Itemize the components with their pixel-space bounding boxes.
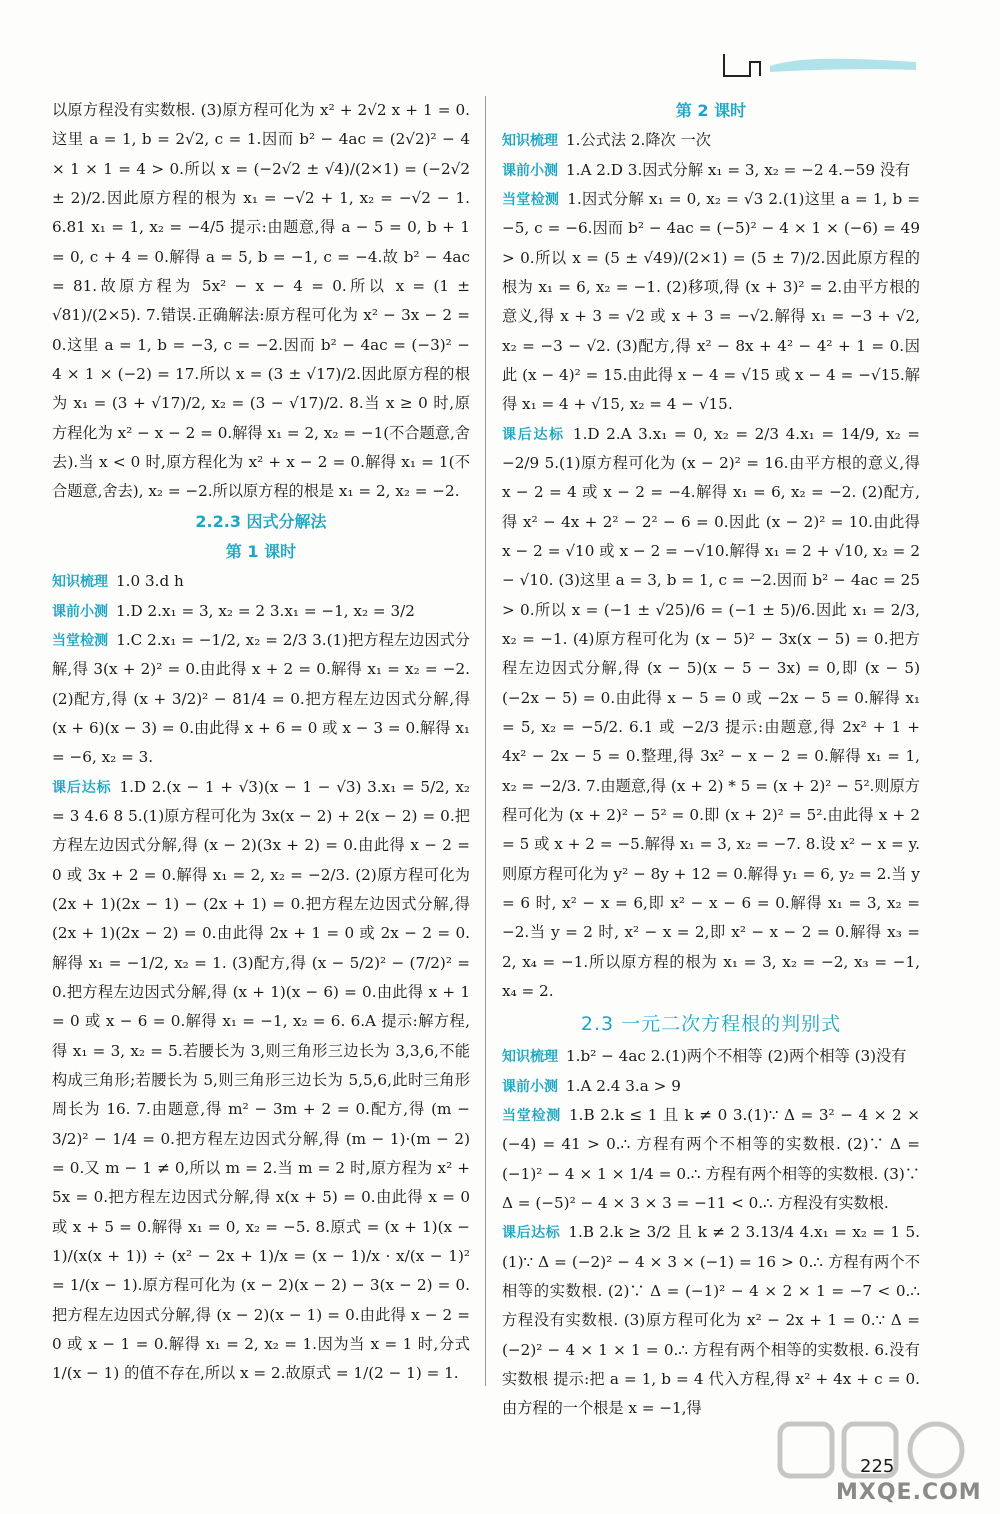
right-after-class-text: 1.D 2.A 3.x₁ = 0, x₂ = 2/3 4.x₁ = 14/9, x₂ = −2/9 5.(1)原方程可化为 (x − 2)² = 16.由平方根的意义,得 x − 2 = 4 或 x − 2 = −4.解得 x₁ = 6, x₂ = −2. (2)配方,得 x² − 4x + 2² − 2² − 6 = 0.因此 (x − 2)² = 10.由此得 x − 2 = √10 或 x − 2 = −√10.解得 x₁ = 2 + √10, x₂ = 2 − √10. (3)这里 a = 3, b = 1, c = −2.因而 b² − 4ac = 25 > 0.所以 x = (−1 ± √25)/6 = (−1 ± 5)/6.因此 x₁ = 2/3, x₂ = −1. (4)原方程可化为 (x − 5)² − 3x(x − 5) = 0.把方程左边因式分解,得 (x − 5)(x − 5 − 3x) = 0,即 (x − 5)(−2x − 5) = 0.由此得 x − 5 = 0 或 −2x − 5 = 0.解得 x₁ = 5, x₂ = −5/2. 6.1 或 −2/3 提示:由题意,得 2x² + 1 + 4x² − 2x − 5 = 0.整理,得 3x² − x − 2 = 0.解得 x₁ = 1, x₂ = −2/3. 7.由题意,得 (x + 2) * 5 = (x + 2)² − 5².则原方程可化为 (x + 2)² − 5² = 0.即 (x + 2)² = 5².由此得 x + 2 = 5 或 x + 2 = −5.解得 x₁ = 3, x₂ = −7. 8.设 x² − x = y.则原方程可化为 y² − 8y + 12 = 0.解得 y₁ = 6, y₂ = 2.当 y = 6 时, x² − x = 6,即 x² − x − 6 = 0.解得 x₁ = 3, x₂ = −2.当 y = 2 时, x² − x = 2,即 x² − x − 2 = 0.解得 x₃ = 2, x₄ = −1.所以原方程的根为 x₁ = 3, x₂ = −2, x₃ = −1, x₄ = 2.: [502, 424, 921, 1000]
tag-knowledge: 知识梳理: [502, 1049, 558, 1066]
right-classcheck-section-2: [502, 1101, 920, 1218]
left-after-class-text: 1.D 2.(x − 1 + √3)(x − 1 − √3) 3.x₁ = 5/2, x₂ = 3 4.6 8 5.(1)原方程可化为 3x(x − 2) + 2(x − 2) = 0.把方程左边因式分解,得 (x − 2)(3x + 2) = 0.由此得 x − 2 = 0 或 3x + 2 = 0.解得 x₁ = 2, x₂ = −2/3. (2)原方程可化为 (2x + 1)(2x − 1) − (2x + 1) = 0.把方程左边因式分解,得 (2x + 1)(2x − 2) = 0.由此得 2x + 1 = 0 或 2x − 2 = 0.解得 x₁ = −1/2, x₂ = 1. (3)配方,得 (x − 5/2)² − (7/2)² = 0.把方程左边因式分解,得 (x + 1)(x − 6) = 0.由此得 x + 1 = 0 或 x − 6 = 0.解得 x₁ = −1, x₂ = 6. 6.A 提示:解方程,得 x₁ = 3, x₂ = 5.若腰长为 3,则三角形三边长为 3,3,6,不能构成三角形;若腰长为 5,则三角形三边长为 5,5,6,此时三角形周长为 16. 7.由题意,得 m² − 3m + 2 = 0.配方,得 (m − 3/2)² − 1/4 = 0.把方程左边因式分解,得 (m − 1)·(m − 2) = 0.又 m − 1 ≠ 0,所以 m = 2.当 m = 2 时,原方程为 x² + 5x = 0.把方程左边因式分解,得 x(x + 5) = 0.由此得 x = 0 或 x + 5 = 0.解得 x₁ = 0, x₂ = −5. 8.原式 = (x + 1)(x − 1)/(x(x + 1)) ÷ (x² − 2x + 1)/x = (x − 1)/x · x/(x − 1)² = 1/(x − 1).原方程可化为 (x − 2)(x − 2) − 3(x − 2) = 0.把方程左边因式分解,得 (x − 2)(x − 1) = 0.由此得 x − 2 = 0 或 x − 1 = 0.解得 x₁ = 2, x₂ = 1.因为当 x = 1 时,分式 1/(x − 1) 的值不存在,所以 x = 2.故原式 = 1/(2 − 1) = 1.: [52, 777, 471, 1383]
left-column: [52, 96, 470, 1389]
right-classcheck-section: [502, 185, 920, 420]
section-heading-2-2-3: 2.2.3 因式分解法: [195, 511, 327, 531]
left-classcheck-section: [52, 626, 470, 773]
tag-after-class: 课后达标: [52, 779, 112, 796]
section-heading-2-3: 2.3 一元二次方程根的判别式: [580, 1013, 842, 1036]
right-after-class-section-2: [502, 1218, 920, 1423]
tag-classcheck: 当堂检测: [502, 192, 560, 209]
right-after-class-section: [502, 420, 920, 1007]
tag-knowledge: 知识梳理: [52, 574, 108, 591]
tag-after-class: 课后达标: [502, 1225, 561, 1242]
tag-pretest: 课前小测: [502, 1078, 558, 1095]
left-after-class-section: [52, 773, 470, 1389]
page-number: 225: [860, 1456, 895, 1477]
right-pretest-text-2: 1.A 2.4 3.a > 9: [566, 1076, 681, 1095]
tag-classcheck: 当堂检测: [502, 1107, 561, 1124]
right-column: [502, 96, 920, 1424]
tag-pretest: 课前小测: [502, 162, 558, 179]
tag-knowledge: 知识梳理: [502, 133, 558, 150]
right-knowledge-text-2: 1.b² − 4ac 2.(1)两个不相等 (2)两个相等 (3)没有: [566, 1047, 907, 1066]
tag-classcheck: 当堂检测: [52, 633, 109, 650]
right-classcheck-text-2: 1.B 2.k ≤ 1 且 k ≠ 0 3.(1)∵ Δ = 3² − 4 × 2 × (−4) = 41 > 0.∴ 方程有两个不相等的实数根. (2)∵ Δ = (−1)² − 4 × 1 × 1/4 = 0.∴ 方程有两个相等的实数根. (3)∵ Δ = (−5)² − 4 × 3 × 3 = −11 < 0.∴ 方程没有实数根.: [502, 1105, 921, 1212]
right-knowledge-text: 1.公式法 2.降次 一次: [566, 131, 711, 150]
right-knowledge-section-2: [502, 1042, 920, 1071]
tag-after-class: 课后达标: [502, 426, 565, 443]
left-classcheck-text: 1.C 2.x₁ = −1/2, x₂ = 2/3 3.(1)把方程左边因式分解,得 3(x + 2)² = 0.由此得 x + 2 = 0.解得 x₁ = x₂ = −2. (2)配方,得 (x + 3/2)² − 81/4 = 0.把方程左边因式分解,得 (x + 6)(x − 3) = 0.由此得 x + 6 = 0 或 x − 3 = 0.解得 x₁ = −6, x₂ = 3.: [52, 631, 470, 767]
right-classcheck-text: 1.因式分解 x₁ = 0, x₂ = √3 2.(1)这里 a = 1, b = −5, c = −6.因而 b² − 4ac = (−5)² − 4 × 1 × (−6) = 49 > 0.所以 x = (5 ± √49)/(2×1) = (5 ± 7)/2.因此原方程的根为 x₁ = 6, x₂ = −1. (2)移项,得 (x + 3)² = 2.由平方根的意义,得 x + 3 = √2 或 x + 3 = −√2.解得 x₁ = −3 + √2, x₂ = −3 − √2. (3)配方,得 x² − 8x + 4² − 4² + 1 = 0.因此 (x − 4)² = 15.由此得 x − 4 = √15 或 x − 4 = −√15.解得 x₁ = 4 + √15, x₂ = 4 − √15.: [502, 190, 921, 414]
left-knowledge-section: [52, 567, 470, 596]
left-knowledge-text: 1.0 3.d h: [116, 572, 184, 591]
right-after-class-text-2: 1.B 2.k ≥ 3/2 且 k ≠ 2 3.13/4 4.x₁ = x₂ = 1 5.(1)∵ Δ = (−2)² − 4 × 3 × (−1) = 16 > 0.∴ 方程有两个不相等的实数根. (2)∵ Δ = (−1)² − 4 × 2 × 1 = −7 < 0.∴ 方程没有实数根. (3)原方程可化为 x² − 2x + 1 = 0.∵ Δ = (−2)² − 4 × 1 × 1 = 0.∴ 方程有两个相等的实数根. 6.没有实数根 提示:把 a = 1, b = 4 代入方程,得 x² + 4x + c = 0.由方程的一个根是 x = −1,得: [502, 1223, 920, 1418]
watermark-text: MXQE.COM: [836, 1480, 982, 1505]
column-divider: [485, 96, 486, 1386]
header-brush-decoration-icon: [720, 48, 920, 84]
left-pretest-section: [52, 597, 470, 626]
right-knowledge-section: [502, 126, 920, 155]
right-pretest-section-2: [502, 1072, 920, 1101]
lesson-heading-1: 第 1 课时: [225, 541, 297, 561]
tag-pretest: 课前小测: [52, 603, 108, 620]
right-pretest-section: [502, 156, 920, 185]
lesson-heading-2: 第 2 课时: [675, 101, 747, 120]
left-paragraph-continued: 以原方程没有实数根. (3)原方程可化为 x² + 2√2 x + 1 = 0.这里 a = 1, b = 2√2, c = 1.因而 b² − 4ac = (2√2)² − 4 × 1 × 1 = 4 > 0.所以 x = (−2√2 ± √4)/(2×1) = (−2√2 ± 2)/2.因此原方程的根为 x₁ = −√2 + 1, x₂ = −√2 − 1. 6.81 x₁ = 1, x₂ = −4/5 提示:由题意,得 a − 5 = 0, b + 1 = 0, c + 4 = 0.解得 a = 5, b = −1, c = −4.故 b² − 4ac = 81.故原方程为 5x² − x − 4 = 0.所以 x = (1 ± √81)/(2×5). 7.错误.正确解法:原方程可化为 x² − 3x − 2 = 0.这里 a = 1, b = −3, c = −2.因而 b² − 4ac = (−3)² − 4 × 1 × (−2) = 17.所以 x = (3 ± √17)/2.因此原方程的根为 x₁ = (3 + √17)/2, x₂ = (3 − √17)/2. 8.当 x ≥ 0 时,原方程化为 x² − x − 2 = 0.解得 x₁ = 2, x₂ = −1(不合题意,舍去).当 x < 0 时,原方程化为 x² + x − 2 = 0.解得 x₁ = 1(不合题意,舍去), x₂ = −2.所以原方程的根是 x₁ = 2, x₂ = −2.: [52, 101, 470, 501]
left-pretest-text: 1.D 2.x₁ = 3, x₂ = 2 3.x₁ = −1, x₂ = 3/2: [116, 601, 415, 620]
right-pretest-text: 1.A 2.D 3.因式分解 x₁ = 3, x₂ = −2 4.−59 没有: [566, 160, 911, 179]
